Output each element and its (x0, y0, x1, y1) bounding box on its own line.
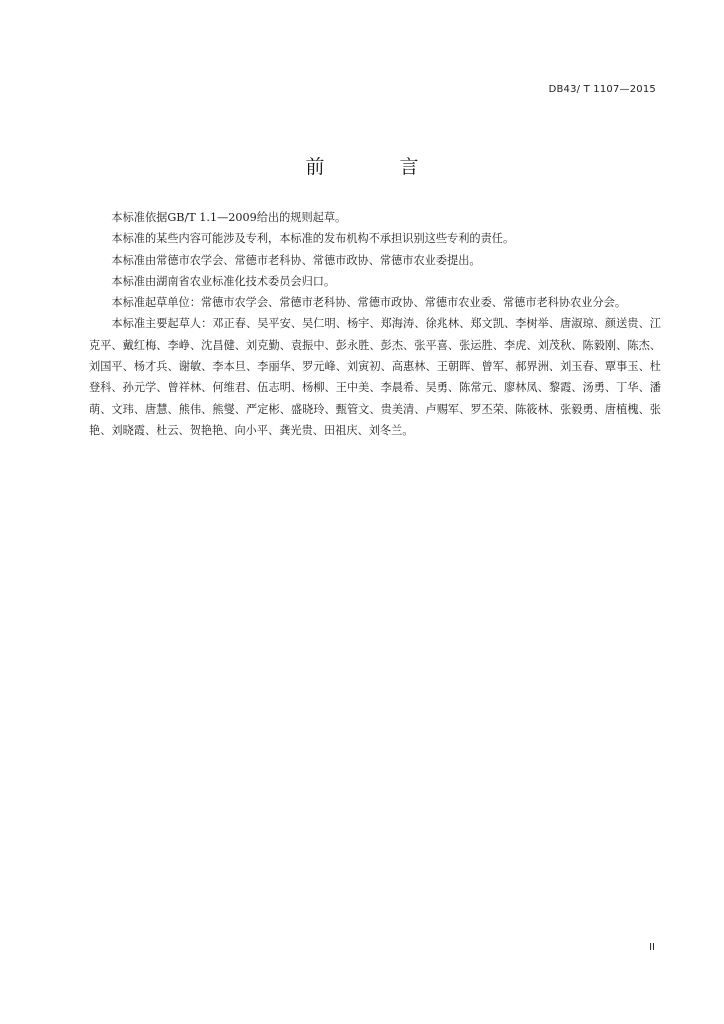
paragraph-main-drafters: 本标准主要起草人：邓正春、吴平安、吴仁明、杨宇、郑海涛、徐兆林、郑文凯、李树举、唐淑琼、颜送贵、江克平、戴红梅、李峥、沈昌健、刘克勤、袁振中、彭永胜、彭杰、张平喜、张运胜、李虎、刘茂秋、陈毅刚、陈杰、刘国平、杨才兵、谢敏、李本旦、李丽华、罗元峰、刘寅初、高惠林、王朝晖、曾军、郝界洲、刘玉春、覃事玉、杜登科、孙元学、曾祥林、何维君、伍志明、杨柳、王中美、李晨希、吴勇、陈常元、廖林凤、黎霞、汤勇、丁华、潘萌、文玮、唐慧、熊伟、熊燮、严定彬、盛晓玲、甄管文、贵美清、卢赐军、罗丕荣、陈筱林、张毅勇、唐植槐、张艳、刘晓霞、杜云、贺艳艳、向小平、龚光贵、田祖庆、刘冬兰。 (89, 317, 661, 437)
page-number: II (649, 942, 655, 953)
paragraph-proposer: 本标准由常德市农学会、常德市老科协、常德市政协、常德市农业委提出。 (111, 253, 481, 267)
standard-code: DB43/ T 1107—2015 (548, 84, 656, 95)
paragraph-patent-notice: 本标准的某些内容可能涉及专利，本标准的发布机构不承担识别这些专利的责任。 (111, 232, 515, 246)
page-title: 前 言 (305, 156, 447, 178)
preface-body (89, 207, 661, 441)
paragraph-drafting-rules: 本标准依据GB/T 1.1—2009给出的规则起草。 (111, 211, 347, 224)
paragraph-centralized-management: 本标准由湖南省农业标准化技术委员会归口。 (111, 274, 336, 288)
paragraph-drafting-units: 本标准起草单位：常德市农学会、常德市老科协、常德市政协、常德市农业委、常德市老科协农业分会。 (111, 296, 627, 310)
